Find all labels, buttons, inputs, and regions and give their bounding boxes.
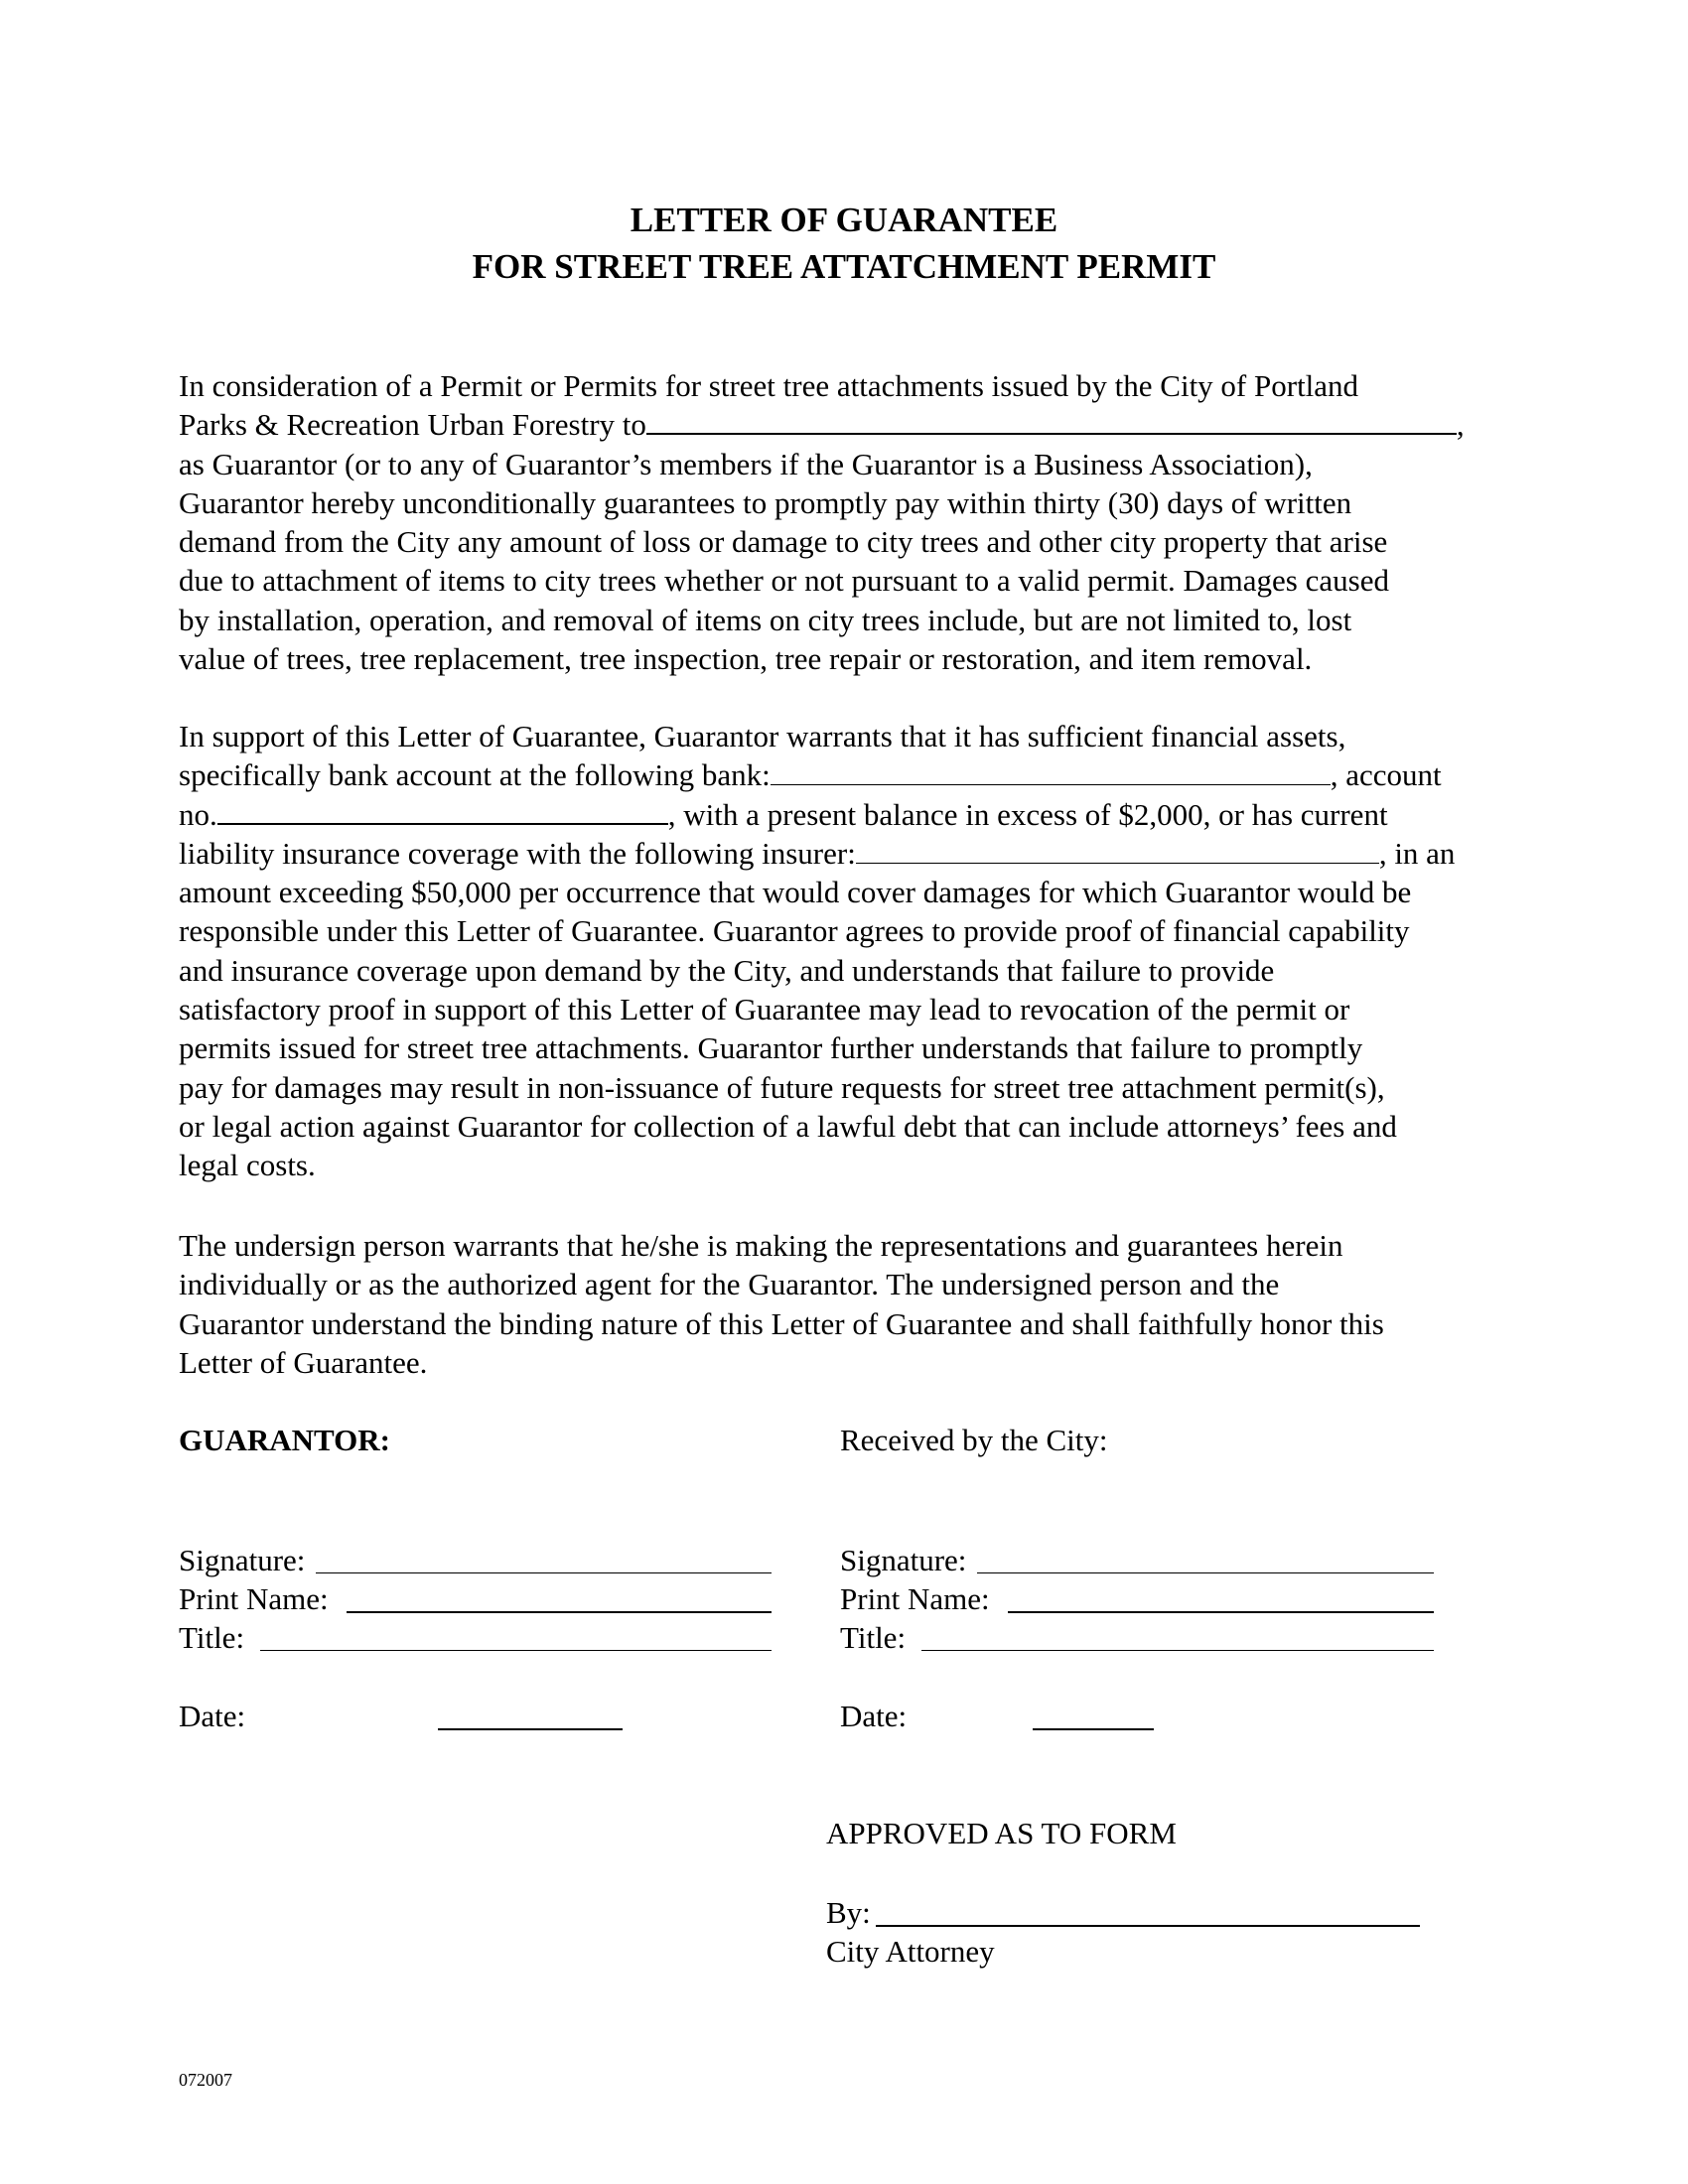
text-line: permits issued for street tree attachments. Guarantor further understands that failure to promptly — [179, 1030, 1363, 1066]
paragraph-consideration — [179, 366, 1529, 678]
guarantor-print-name-field[interactable] — [347, 1611, 772, 1613]
city-heading: Received by the City: — [840, 1423, 1108, 1457]
insurer-name-field[interactable] — [856, 836, 1379, 864]
city-attorney-label: City Attorney — [826, 1934, 995, 1969]
text-line: value of trees, tree replacement, tree inspection, tree repair or restoration, and item removal. — [179, 641, 1313, 677]
city-date-label: Date: — [840, 1699, 908, 1733]
text-line: demand from the City any amount of loss or damage to city trees and other city property that arise — [179, 524, 1388, 560]
city-print-name-field[interactable] — [1008, 1611, 1434, 1613]
text-line: individually or as the authorized agent for the Guarantor. The undersigned person and the — [179, 1267, 1280, 1302]
text-fragment: , with a present balance in excess of $2,000, or has current — [667, 796, 1388, 832]
guarantor-title-label: Title: — [179, 1620, 245, 1655]
guarantor-title-field[interactable] — [260, 1650, 772, 1651]
paragraph-financial-support — [179, 717, 1529, 1185]
text-line: Letter of Guarantee. — [179, 1344, 428, 1380]
text-line: or legal action against Guarantor for collection of a lawful debt that can include attorneys’ fees and — [179, 1108, 1397, 1144]
city-signature-label: Signature: — [840, 1543, 967, 1577]
document-title-line-2: FOR STREET TREE ATTATCHMENT PERMIT — [472, 247, 1216, 286]
text-line: In support of this Letter of Guarantee, Guarantor warrants that it has sufficient financial assets, — [179, 719, 1346, 753]
text-line: legal costs. — [179, 1148, 316, 1183]
text-fragment: , in an — [1378, 835, 1456, 871]
account-number-field[interactable] — [217, 796, 668, 825]
guarantor-signature-label: Signature: — [179, 1543, 306, 1577]
text-line — [179, 755, 1529, 794]
guarantor-signature-field[interactable] — [316, 1572, 772, 1573]
city-print-name-label: Print Name: — [840, 1581, 990, 1616]
text-fragment: specifically bank account at the following bank: — [179, 757, 771, 793]
text-fragment: liability insurance coverage with the following insurer: — [179, 835, 856, 871]
approved-as-to-form-heading: APPROVED AS TO FORM — [826, 1816, 1177, 1850]
text-line: responsible under this Letter of Guarantee. Guarantor agrees to provide proof of financial capability — [179, 913, 1410, 949]
text-line: as Guarantor (or to any of Guarantor’s members if the Guarantor is a Business Association), — [179, 446, 1313, 481]
text-fragment: Parks & Recreation Urban Forestry to — [179, 407, 646, 443]
text-fragment: , account — [1330, 757, 1442, 793]
text-line: Guarantor hereby unconditionally guarantees to promptly pay within thirty (30) days of written — [179, 484, 1352, 520]
approval-by-label: By: — [826, 1895, 871, 1930]
guarantor-date-label: Date: — [179, 1699, 246, 1733]
text-line — [179, 795, 1529, 834]
text-fragment: no. — [179, 796, 217, 832]
permittee-name-field[interactable] — [646, 406, 1457, 435]
city-attorney-signature-field[interactable] — [876, 1925, 1420, 1927]
city-title-field[interactable] — [921, 1650, 1434, 1651]
guarantor-heading: GUARANTOR: — [179, 1423, 390, 1457]
text-line: In consideration of a Permit or Permits for street tree attachments issued by the City of Portland — [179, 368, 1359, 403]
text-line: pay for damages may result in non-issuance of future requests for street tree attachment permit(s), — [179, 1069, 1385, 1105]
text-line: due to attachment of items to city trees whether or not pursuant to a valid permit. Damages caused — [179, 563, 1389, 599]
text-line — [179, 834, 1529, 873]
text-line: and insurance coverage upon demand by the City, and understands that failure to provide — [179, 952, 1275, 988]
city-signature-field[interactable] — [977, 1572, 1434, 1573]
text-fragment: , — [1456, 407, 1465, 443]
city-date-field[interactable] — [1033, 1728, 1154, 1730]
form-number: 072007 — [179, 2070, 232, 2090]
text-line: by installation, operation, and removal of items on city trees include, but are not limited to, lost — [179, 602, 1352, 637]
document-title-line-1: LETTER OF GUARANTEE — [630, 201, 1058, 239]
text-line — [179, 405, 1529, 444]
text-line: The undersign person warrants that he/she is making the representations and guarantees herein — [179, 1228, 1343, 1263]
text-line: amount exceeding $50,000 per occurrence that would cover damages for which Guarantor would be — [179, 875, 1412, 910]
bank-name-field[interactable] — [771, 757, 1331, 785]
city-title-label: Title: — [840, 1620, 907, 1655]
guarantor-print-name-label: Print Name: — [179, 1581, 329, 1616]
text-line: satisfactory proof in support of this Letter of Guarantee may lead to revocation of the permit or — [179, 992, 1350, 1027]
text-line: Guarantor understand the binding nature of this Letter of Guarantee and shall faithfully honor this — [179, 1305, 1384, 1341]
paragraph-representation — [179, 1226, 1529, 1382]
guarantor-date-field[interactable] — [438, 1728, 623, 1730]
